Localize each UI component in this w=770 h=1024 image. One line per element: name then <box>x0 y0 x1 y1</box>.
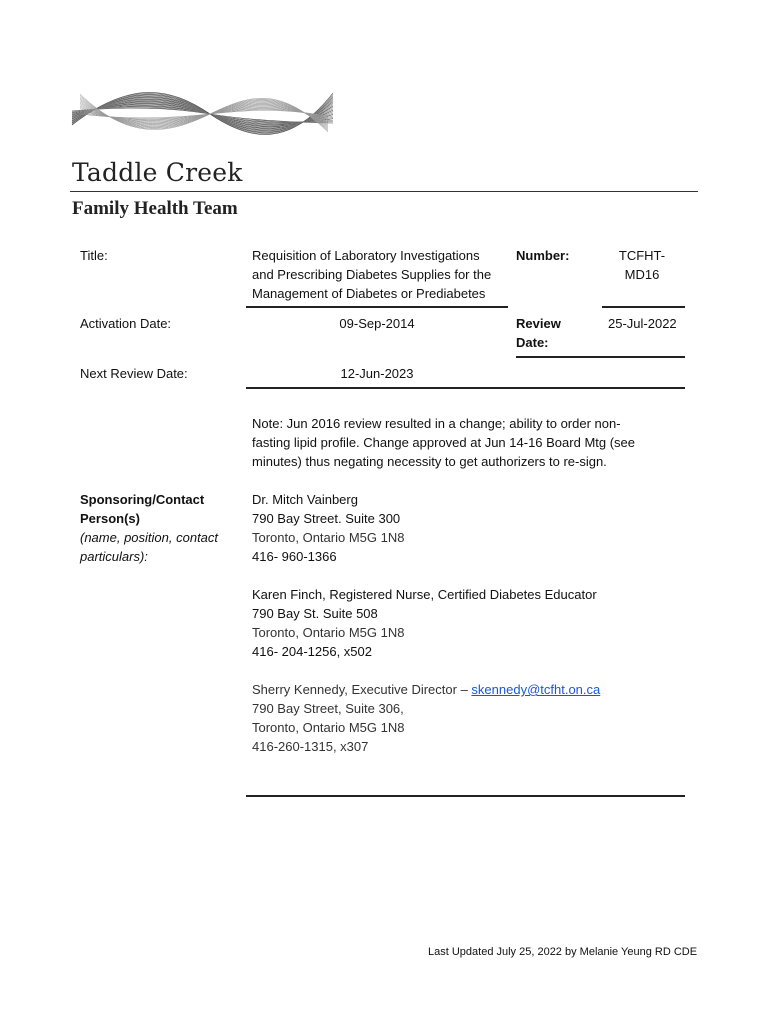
number-value <box>604 246 680 284</box>
contact-card <box>252 490 404 566</box>
sponsor-label <box>80 490 218 566</box>
title-line-2: and Prescribing Diabetes Supplies for the <box>252 267 492 282</box>
review-label-line-2: Date: <box>516 335 549 350</box>
title-underline <box>246 306 508 308</box>
sponsor-label-line-2: Person(s) <box>80 511 140 526</box>
contact-name: Karen Finch, Registered Nurse, Certified Diabetes Educator <box>252 587 597 602</box>
contact-address: 790 Bay Street, Suite 306, <box>252 701 404 716</box>
number-line-1: TCFHT- <box>618 248 666 263</box>
contacts-underline <box>246 795 685 797</box>
activation-date-value: 09-Sep-2014 <box>339 316 415 331</box>
note-line-3: minutes) thus negating necessity to get authorizers to re-sign. <box>252 454 607 469</box>
title-value <box>252 246 508 303</box>
contact-city: Toronto, Ontario M5G 1N8 <box>252 720 405 735</box>
sponsor-label-line-1: Sponsoring/Contact <box>80 492 205 507</box>
contact-name-line <box>252 680 600 699</box>
contact-city: Toronto, Ontario M5G 1N8 <box>252 530 405 545</box>
wave-lines-logo-icon <box>70 74 335 154</box>
note-line-2: fasting lipid profile. Change approved at Jun 14-16 Board Mtg (see <box>252 435 636 450</box>
review-underline <box>516 356 685 358</box>
org-subtitle: Family Health Team <box>72 198 238 219</box>
contact-card <box>252 585 597 661</box>
note-line-1: Note: Jun 2016 review resulted in a change; ability to order non- <box>252 416 621 431</box>
number-line-2: MD16 <box>624 267 660 282</box>
title-line-3: Management of Diabetes or Prediabetes <box>252 286 486 301</box>
number-label: Number: <box>516 248 570 263</box>
org-name: Taddle Creek <box>72 158 243 187</box>
header-divider <box>70 191 698 192</box>
activation-date-label: Activation Date: <box>80 316 172 331</box>
contact-card <box>252 680 600 756</box>
sponsor-label-line-3: (name, position, contact <box>80 530 219 545</box>
review-date-label <box>516 314 561 352</box>
contact-city: Toronto, Ontario M5G 1N8 <box>252 625 405 640</box>
contact-phone: 416- 204-1256, x502 <box>252 644 372 659</box>
contact-phone: 416-260-1315, x307 <box>252 739 369 754</box>
contact-address: 790 Bay Street. Suite 300 <box>252 511 401 526</box>
contact-phone: 416- 960-1366 <box>252 549 337 564</box>
next-review-date-label: Next Review Date: <box>80 366 188 381</box>
last-updated-footer: Last Updated July 25, 2022 by Melanie Yeung RD CDE <box>428 946 698 958</box>
title-line-1: Requisition of Laboratory Investigations <box>252 248 480 263</box>
contact-address: 790 Bay St. Suite 508 <box>252 606 378 621</box>
review-date-value: 25-Jul-2022 <box>608 316 677 331</box>
next-review-date-value: 12-Jun-2023 <box>340 366 414 381</box>
sponsor-label-line-4: particulars): <box>80 549 148 564</box>
contact-name: Sherry Kennedy, Executive Director – <box>252 682 472 697</box>
review-label-line-1: Review <box>516 316 561 331</box>
contact-name: Dr. Mitch Vainberg <box>252 492 358 507</box>
review-note <box>252 414 692 471</box>
number-underline <box>602 306 685 308</box>
next-review-underline <box>246 387 685 389</box>
title-label: Title: <box>80 248 108 263</box>
contact-email-link[interactable]: skennedy@tcfht.on.ca <box>471 682 601 697</box>
